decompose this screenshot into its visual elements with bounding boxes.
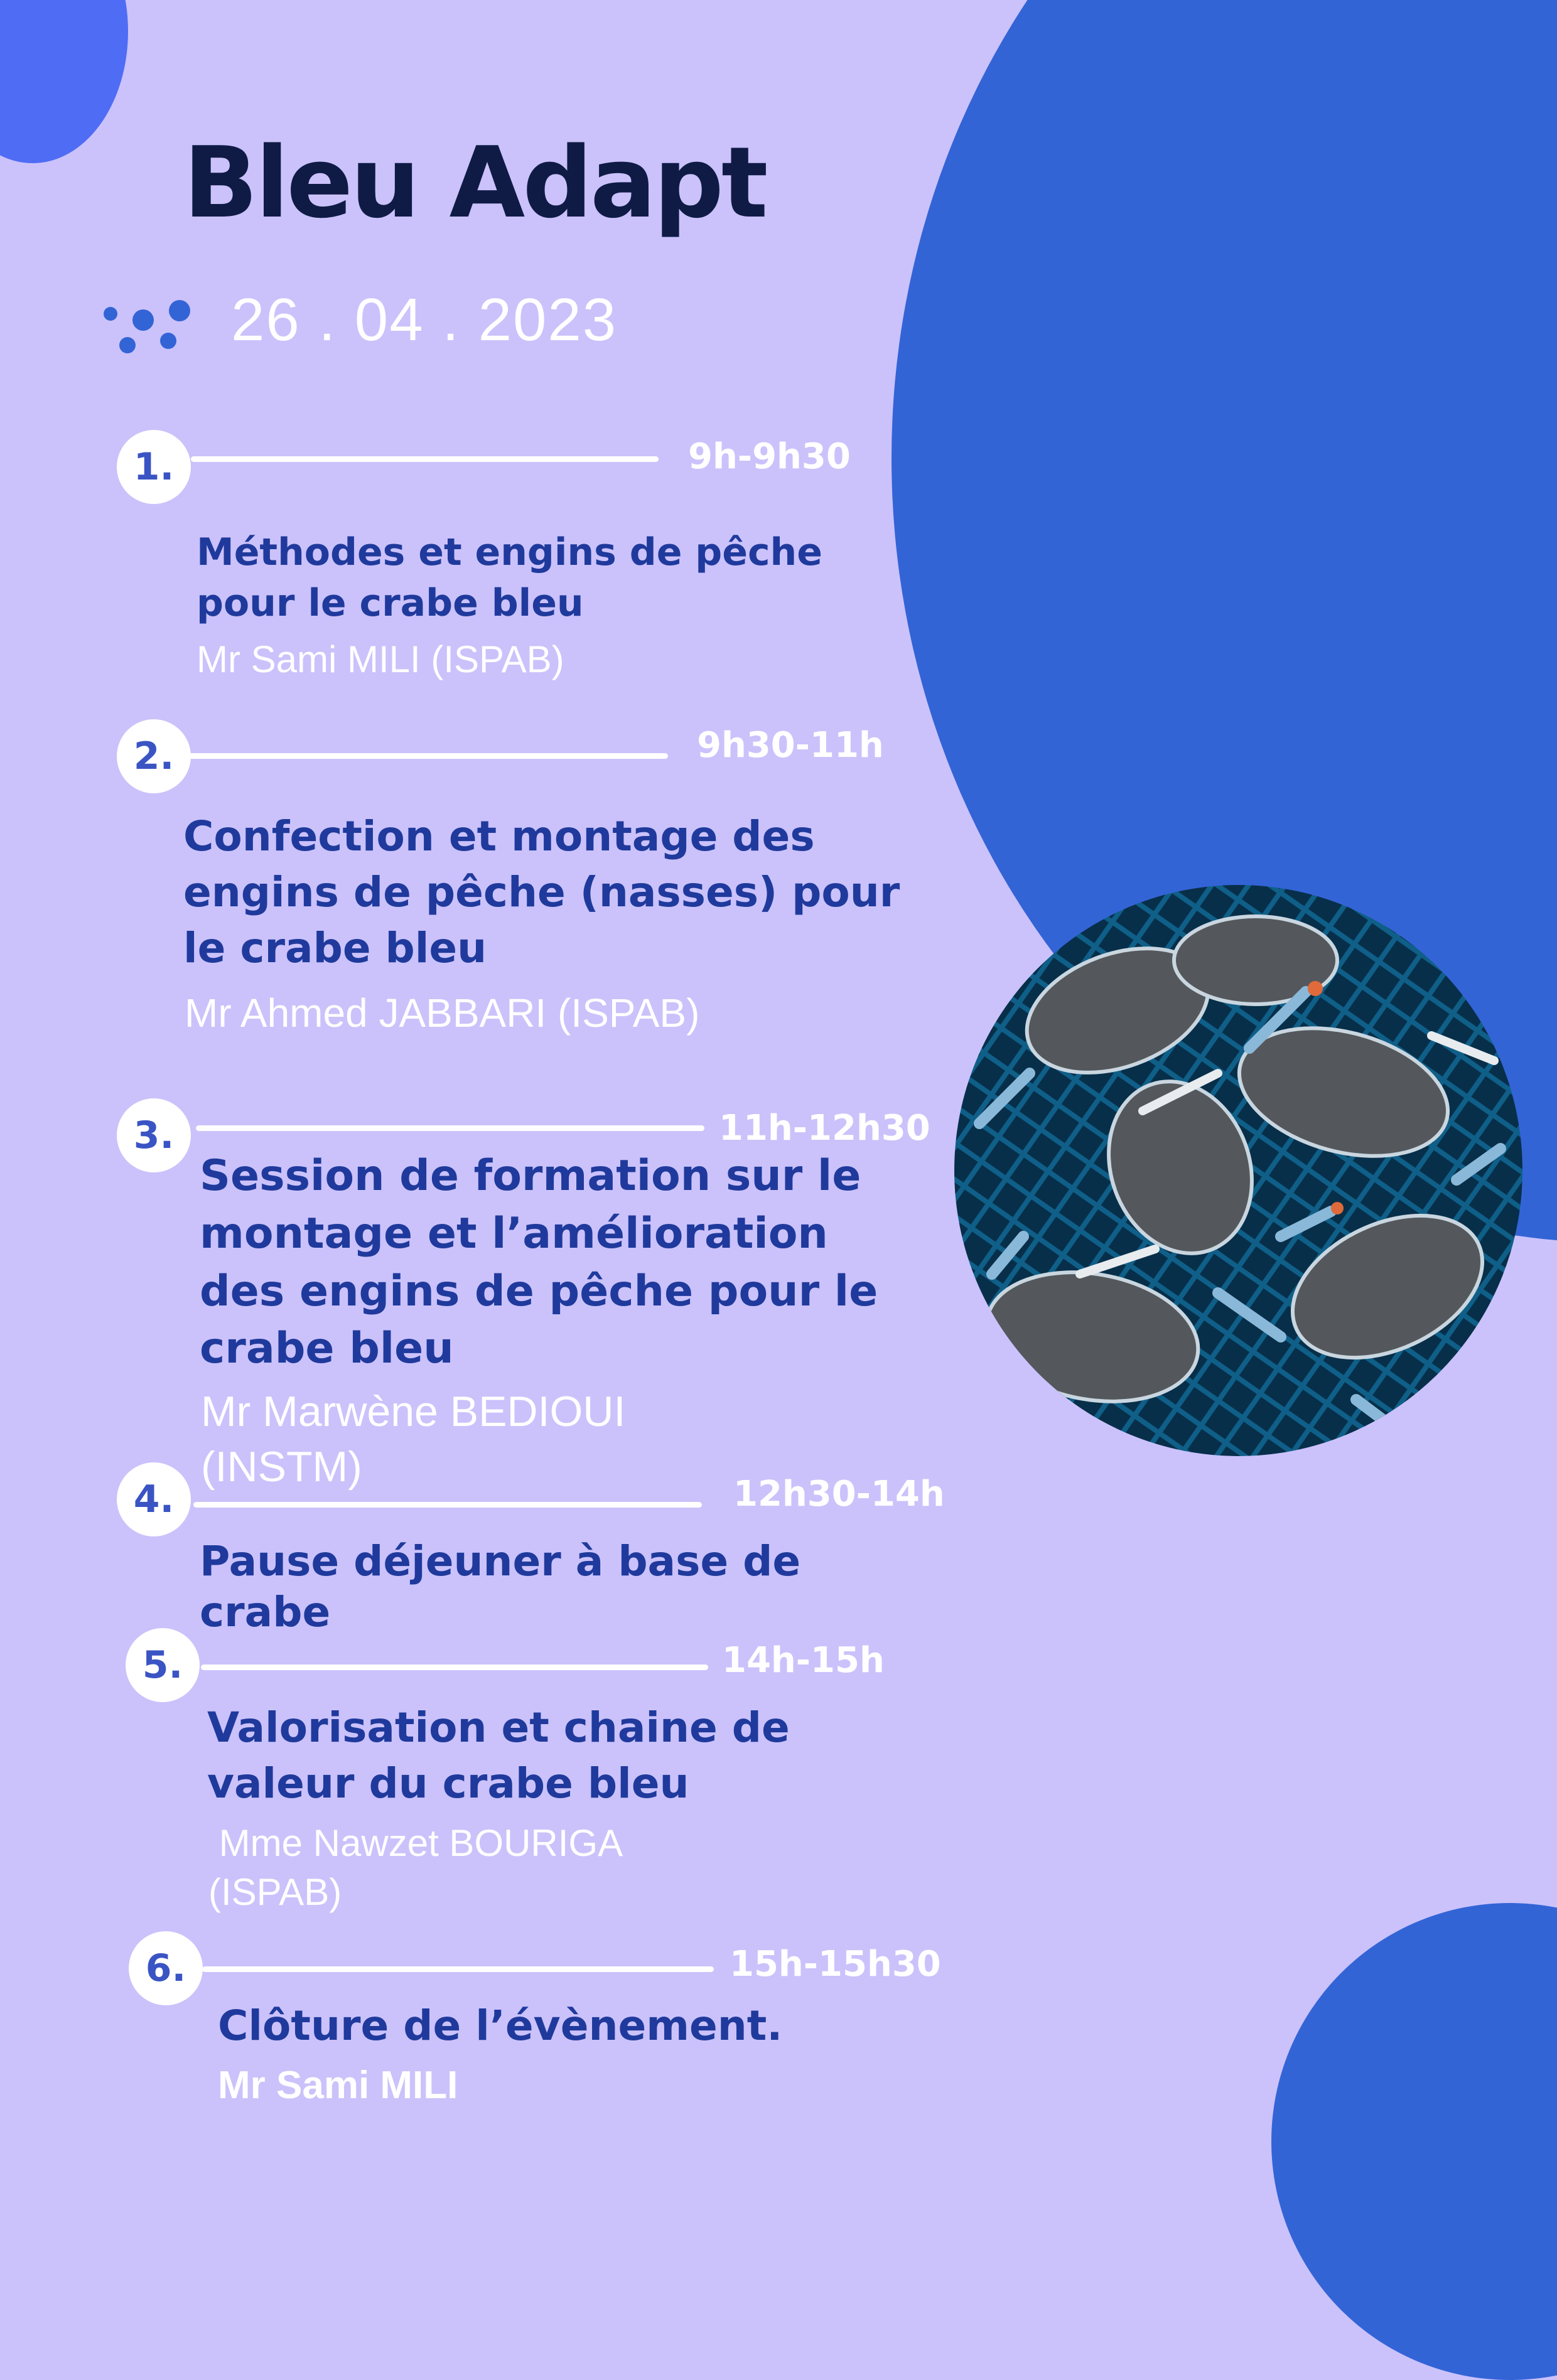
agenda-speaker-6: Mr Sami MILI bbox=[218, 2064, 458, 2107]
agenda-divider-1 bbox=[191, 456, 659, 462]
agenda-number-badge-4: 4. bbox=[117, 1462, 191, 1536]
agenda-number-badge-6: 6. bbox=[129, 1931, 203, 2005]
agenda-time-2: 9h30-11h bbox=[697, 725, 884, 766]
agenda-time-5: 14h-15h bbox=[722, 1640, 885, 1681]
crab-photo bbox=[954, 885, 1522, 1456]
agenda-divider-2 bbox=[187, 753, 668, 759]
agenda-divider-4 bbox=[193, 1502, 702, 1508]
agenda-number-badge-2: 2. bbox=[117, 719, 191, 793]
agenda-topic-1: Méthodes et engins de pêche pour le crabe bleu bbox=[197, 530, 822, 625]
agenda-speaker-3: Mr Marwène BEDIOUI (INSTM) bbox=[201, 1388, 626, 1491]
agenda-topic-2: Confection et montage des engins de pêche (nasses) pour le crabe bleu bbox=[183, 812, 900, 973]
event-title: Bleu Adapt bbox=[183, 126, 766, 240]
agenda-number-badge-3: 3. bbox=[117, 1098, 191, 1172]
agenda-time-1: 9h-9h30 bbox=[688, 436, 851, 477]
agenda-divider-5 bbox=[201, 1664, 708, 1670]
agenda-topic-4: Pause déjeuner à base de crabe bbox=[200, 1537, 801, 1636]
event-date: 26 . 04 . 2023 bbox=[231, 286, 618, 353]
agenda-speaker-2: Mr Ahmed JABBARI (ISPAB) bbox=[185, 990, 700, 1036]
decorative-circle-top-left bbox=[0, 0, 128, 163]
agenda-topic-3: Session de formation sur le montage et l’amélioration des engins de pêche pour le crabe bleu bbox=[200, 1151, 878, 1374]
agenda-divider-6 bbox=[202, 1966, 714, 1972]
dots-cluster-icon bbox=[99, 298, 200, 361]
agenda-speaker-5: Mme Nawzet BOURIGA (ISPAB) bbox=[208, 1822, 632, 1913]
decorative-circle-bottom-right bbox=[1271, 1903, 1557, 2380]
agenda-speaker-1: Mr Sami MILI (ISPAB) bbox=[197, 638, 564, 680]
agenda-time-6: 15h-15h30 bbox=[730, 1944, 941, 1985]
agenda-topic-5: Valorisation et chaine de valeur du crabe bleu bbox=[207, 1703, 790, 1808]
agenda-topic-6: Clôture de l’évènement. bbox=[218, 2002, 783, 2050]
agenda-divider-3 bbox=[196, 1125, 704, 1131]
agenda-number-badge-1: 1. bbox=[117, 430, 191, 504]
agenda-number-badge-5: 5. bbox=[126, 1628, 200, 1702]
agenda-time-4: 12h30-14h bbox=[733, 1474, 945, 1514]
agenda-time-3: 11h-12h30 bbox=[719, 1108, 930, 1149]
